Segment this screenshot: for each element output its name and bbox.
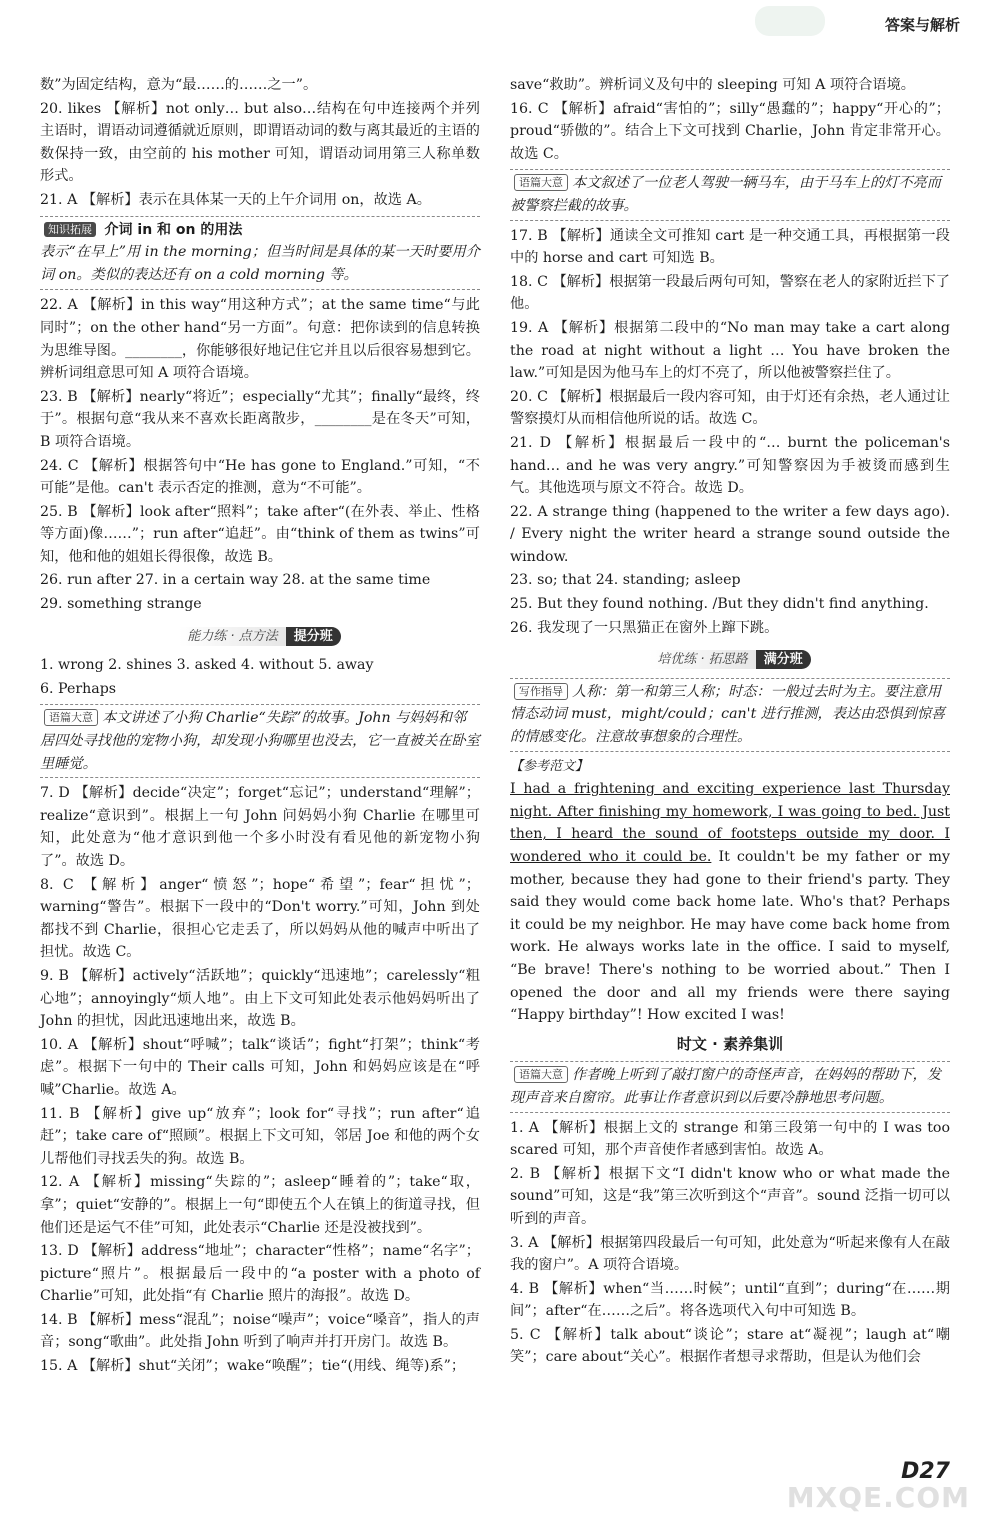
answer-22: 22. A 【解析】in this way“用这种方式”；at the same time“与此同时”；on the other hand“另一方面”。句意：把你读到的信息转换为思维导图。________，你能够很好地记住它并且以后很容易想到它。辨析词组意思可知 A 项符合语境。 (40, 297, 480, 382)
header-decoration (755, 6, 825, 36)
answer-3r: 3. A 【解析】根据第四段最后一句可知，此处意为“听起来像有人在敲我的窗户”。A 项符合语境。 (510, 1234, 950, 1274)
answer-26-28: 26. run after 27. in a certain way 28. at the same time (40, 572, 431, 589)
page-number: D27 (901, 1459, 950, 1484)
banner-right-text: 提分班 (286, 627, 341, 646)
answer-19: 19. A 【解析】根据第二段中的“No man may take a cart along the road at night without a light … You have broken the law.”可知是因为他马车上的灯不亮了，所以他被警察拦住了。 (510, 319, 950, 382)
answer-23-24: 23. so; that 24. standing; asleep (510, 572, 741, 589)
answer-12: 12. A 【解析】missing“失踪的”；asleep“睡着的”；take“取，拿”；quiet“安静的”。根据上一句“即使五个人在镇上的街道寻找，但他们还是运气不佳”可知，此处表示“Charlie 还是没被找到”。 (40, 1174, 480, 1236)
answer-17: 17. B 【解析】通读全文可推知 cart 是一种交通工具，再根据第一段中的 horse and cart 可知选 B。 (510, 227, 950, 267)
summary-text: 本文讲述了小狗 Charlie“失踪”的故事。John 与妈妈和邻居四处寻找他的宠物小狗，却发现小狗哪里也没去，它一直被关在卧室里睡觉。 (40, 710, 480, 772)
banner2-left-text: 培优练 · 拓思路 (649, 650, 755, 669)
answer-26r: 26. 我发现了一只黑猫正在窗外上蹿下跳。 (510, 619, 779, 636)
knowledge-tag: 知识拓展 (44, 222, 96, 237)
sample-essay (510, 778, 950, 1027)
answer-20r: 20. C 【解析】根据最后一段内容可知，由于灯还有余热，老人通过让警察摸灯从而相信他所说的话。故选 C。 (510, 388, 950, 428)
site-watermark: MXQE.COM (786, 1481, 970, 1514)
answer-20: 20. likes 【解析】not only… but also…结构在句中连接两个并列主语时，谓语动词遵循就近原则，即谓语动词的数与离其最近的主语的数保持一致，由空前的 his mother 可知，谓语动词用第三人称单数形式。 (40, 100, 480, 185)
summary-text-3: 作者晚上听到了敲打窗户的奇怪声音，在妈妈的帮助下，发现声音来自窗帘。此事让作者意识到以后要冷静地思考问题。 (510, 1067, 941, 1106)
knowledge-title: 介词 in 和 on 的用法 (104, 221, 243, 238)
writing-guide-text: 人称：第一和第三人称；时态：一般过去时为主。要注意用情态动词 must，might/could；can't 进行推测，表达由恐惧到惊喜的情感变化。注意故事想象的合理性。 (510, 683, 946, 746)
answer-29: 29. something strange (40, 596, 202, 613)
answer-24: 24. C 【解析】根据答句中“He has gone to England.”可知，“不可能”是他。can't 表示否定的推测，意为“不可能”。 (40, 457, 480, 497)
answer-15: 15. A 【解析】shut“关闭”；wake“唤醒”；tie“(用线、绳等)系”； (40, 1358, 466, 1375)
answer-25: 25. B 【解析】look after“照料”；take after“(在外表、举止、性格等方面)像……”；run after“追赶”。由“think of them as twins”可知，他和他的姐姐长得很像，故选 B。 (40, 503, 480, 565)
section-banner (40, 626, 480, 649)
answer-6: 6. Perhaps (40, 680, 117, 697)
answer-1-5: 1. wrong 2. shines 3. asked 4. without 5. away (40, 657, 374, 674)
answer-18: 18. C 【解析】根据第一段最后两句可知，警察在老人的家附近拦下了他。 (510, 273, 950, 313)
answer-1r: 1. A 【解析】根据上文的 strange 和第三段第一句中的 I was too scared 可知，那个声音使作者感到害怕。故选 A。 (510, 1119, 950, 1159)
page-header: 答案与解析 (884, 16, 960, 34)
knowledge-box (40, 216, 480, 291)
answer-11: 11. B 【解析】give up“放弃”；look for“寻找”；run after“追赶”；take care of“照顾”。根据上下文可知，邻居 Joe 和他的两个女儿帮他们寻找丢失的狗。故选 B。 (40, 1105, 480, 1167)
summary-tag-2: 语篇大意 (514, 174, 568, 191)
answer-16: 16. C 【解析】afraid“害怕的”；silly“愚蠢的”；happy“开心的”；proud“骄傲的”。结合上下文可找到 Charlie，John 肯定非常开心。故选 C。 (510, 100, 950, 162)
answer-4r: 4. B 【解析】when“当……时候”；until“直到”；during“在……期间”；after“在……之后”。将各选项代入句中可知选 B。 (510, 1280, 950, 1320)
passage-summary-box-2 (510, 169, 950, 220)
answer-23: 23. B 【解析】nearly“将近”；especially“尤其”；finally“最终，终于”。根据句意“我从来不喜欢长距离散步，________是在冬天”可知，B 项符合语境。 (40, 388, 480, 450)
answer-cont: save“救助”。辨析词义及句中的 sleeping 可知 A 项符合语境。 (510, 77, 915, 93)
passage-summary-box-3 (510, 1061, 950, 1112)
passage-summary-box (40, 704, 480, 778)
answer-line: 数”为固定结构，意为“最……的……之一”。 (40, 77, 318, 93)
essay-underlined: I had a frightening and exciting experience last Thursday night. After finishing my homework, I was going to bed. Just then, I heard the sound of footsteps outside my door. I wondered who it could be. (510, 781, 950, 865)
summary-tag: 语篇大意 (44, 709, 98, 726)
section-banner-2 (510, 649, 950, 672)
answer-10: 10. A 【解析】shout“呼喊”；talk“谈话”；fight“打架”；think“考虑”。根据下一句中的 Their calls 可知，John 和妈妈应该是在“呼喊”Charlie。故选 A。 (40, 1036, 480, 1098)
banner2-right-text: 满分班 (756, 650, 811, 669)
answer-22r: 22. A strange thing (happened to the writer a few days ago). / Every night the writer heard a strange sound outside the window. (510, 503, 950, 565)
answer-7: 7. D 【解析】decide“决定”；forget“忘记”；understand“理解”；realize“意识到”。根据上一句 John 问妈妈小狗 Charlie 在哪里可知，此处意为“他才意识到他一个多小时没有看见他的新宠物小狗了”。故选 D。 (40, 785, 480, 869)
answer-9: 9. B 【解析】actively“活跃地”；quickly“迅速地”；carelessly“粗心地”；annoyingly“烦人地”。由上下文可知此处表示他妈妈听出了 John 的担忧，因此迅速地出来，故选 B。 (40, 967, 480, 1030)
summary-text-2: 本文叙述了一位老人驾驶一辆马车，由于马车上的灯不亮而被警察拦截的故事。 (510, 175, 941, 214)
answer-8: 8. C 【解析】anger“愤怒”；hope“希望”；fear“担忧”；warning“警告”。根据下一段中的“Don't worry.”可知，John 到处都找不到 Charlie，很担心它走丢了，所以妈妈从他的喊声中听出了担忧。故选 C。 (40, 876, 480, 961)
answer-21: 21. A 【解析】表示在具体某一天的上午介词用 on，故选 A。 (40, 191, 431, 208)
answer-25r: 25. But they found nothing. /But they didn't find anything. (510, 596, 929, 613)
writing-guide-box (510, 678, 950, 752)
right-column (510, 74, 950, 1370)
answer-13: 13. D 【解析】address“地址”；character“性格”；name“名字”；picture“照片”。根据最后一段中的“a poster with a photo of Charlie”可知，此处指“有 Charlie 照片的海报”。故选 D。 (40, 1243, 480, 1305)
answer-14: 14. B 【解析】mess“混乱”；noise“噪声”；voice“嗓音”，指人的声音；song“歌曲”。此处指 John 听到了响声并打开房门。故选 B。 (40, 1311, 480, 1351)
sample-essay-label: 【参考范文】 (510, 758, 589, 774)
summary-tag-3: 语篇大意 (514, 1066, 568, 1083)
answer-2r: 2. B 【解析】根据下文“I didn't know who or what made the sound”可知，这是“我”第三次听到这个“声音”。sound 泛指一切可以听到的声音。 (510, 1165, 950, 1227)
knowledge-text: 表示“在早上”用 in the morning；但当时间是具体的某一天时要用介词 on。类似的表达还有 on a cold morning 等。 (40, 244, 480, 283)
banner-left-text: 能力练 · 点方法 (179, 627, 285, 646)
left-column (40, 74, 480, 1379)
essay-rest: It couldn't be my father or my mother, because they had gone to their friend's party. They said they would come back home late. Who's that? Perhaps it could be my neighbor. He may have come back home from work. He always works late in the office. I said to myself, “Be brave! There's nothing to be worried about.” Then I opened the door and all my friends were there saying “Happy birthday”! How excited I was! (510, 849, 950, 1024)
writing-tag: 写作指导 (514, 683, 568, 700)
answer-5r: 5. C 【解析】talk about“谈论”；stare at“凝视”；laugh at“嘲笑”；care about“关心”。根据作者想寻求帮助，但是认为他们会 (510, 1326, 950, 1366)
section-title: 时文 · 素养集训 (676, 1034, 784, 1053)
answer-21r: 21. D 【解析】根据最后一段中的“… burnt the policeman's hand… and he was very angry.”可知警察因为手被烫而感到生气。其他选项与原文不符合。故选 D。 (510, 434, 950, 497)
